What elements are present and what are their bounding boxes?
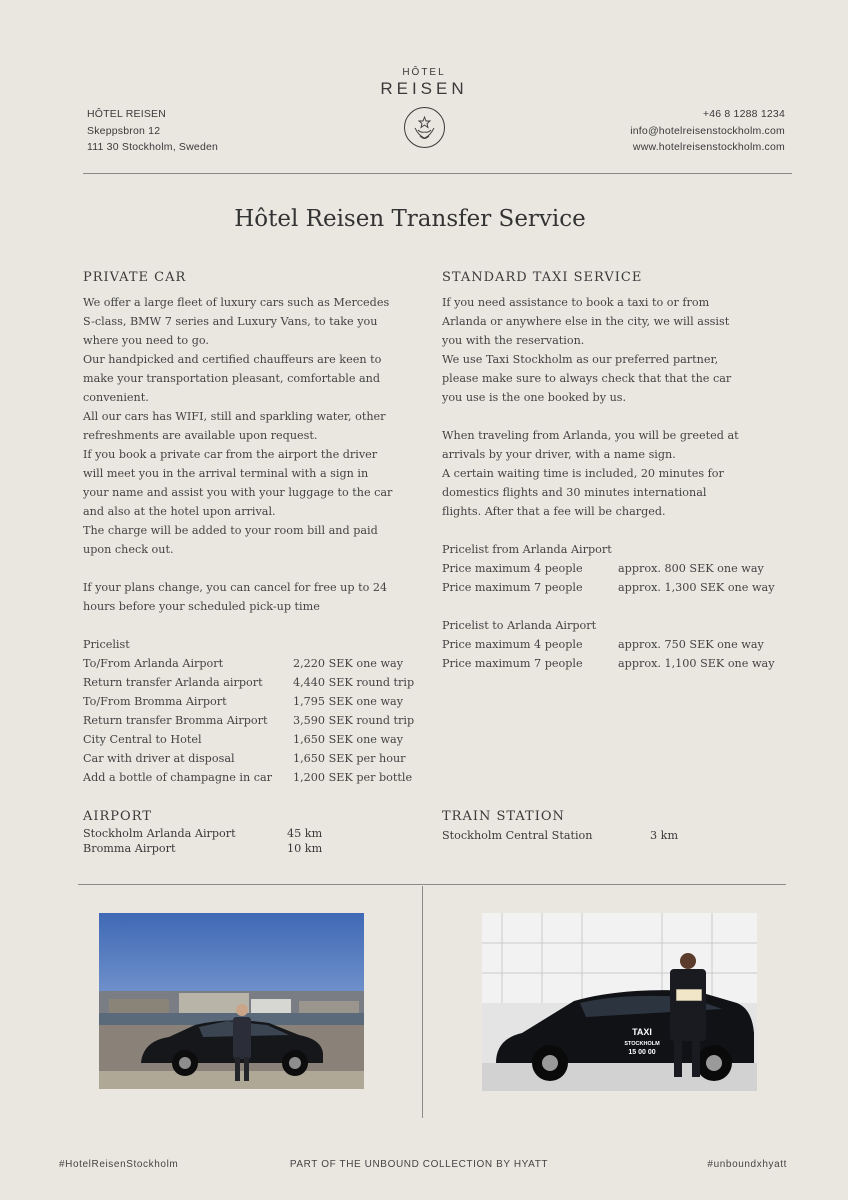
address-line: HÔTEL REISEN <box>87 108 167 120</box>
location-name: Stockholm Arlanda Airport <box>83 827 236 840</box>
price-value: 2,220 SEK one way <box>293 657 404 670</box>
distance-row <box>83 841 403 856</box>
from-arlanda-pricelist <box>442 559 802 597</box>
airport-heading: AIRPORT <box>83 809 152 824</box>
contact-email: info@hotelreisenstockholm.com <box>630 124 785 137</box>
price-value: approx. 750 SEK one way <box>618 638 764 651</box>
pricelist-heading: Pricelist <box>83 638 130 651</box>
private-car-pricelist <box>83 654 428 787</box>
to-arlanda-heading: Pricelist to Arlanda Airport <box>442 619 597 632</box>
hotel-address <box>87 106 218 156</box>
price-item: To/From Bromma Airport <box>83 695 227 708</box>
taxi-photo <box>482 913 757 1091</box>
price-item: City Central to Hotel <box>83 733 202 746</box>
taxi-sign-line3: 15 00 00 <box>628 1049 656 1056</box>
vertical-divider <box>422 886 423 1118</box>
price-item: Price maximum 4 people <box>442 638 583 651</box>
price-item: Price maximum 7 people <box>442 657 583 670</box>
header-divider <box>83 173 792 174</box>
location-distance: 45 km <box>287 827 323 840</box>
logo-big-text: REISEN <box>380 79 468 98</box>
taxi-arrival-info: When traveling from Arlanda, you will be greeted at arrivals by your driver, with a name sign. A certain waiting time is included, 20 minutes for domestics flights and 30 minutes international flights. After that a fee will be charged. <box>442 429 739 518</box>
price-value: 1,650 SEK per hour <box>293 752 406 765</box>
price-value: 1,200 SEK per bottle <box>293 771 413 784</box>
price-value: approx. 1,100 SEK one way <box>618 657 775 670</box>
logo-small-text: HÔTEL <box>402 67 446 78</box>
price-row <box>83 730 428 749</box>
hotel-emblem-icon <box>403 106 446 149</box>
price-item: To/From Arlanda Airport <box>83 657 224 670</box>
footer-hashtag: #HotelReisenStockholm <box>59 1159 179 1170</box>
location-name: Bromma Airport <box>83 842 176 855</box>
price-value: 1,650 SEK one way <box>293 733 404 746</box>
contact-website: www.hotelreisenstockholm.com <box>632 141 785 153</box>
location-distance: 3 km <box>650 829 679 842</box>
price-item: Add a bottle of champagne in car <box>83 771 273 784</box>
contact-phone: +46 8 1288 1234 <box>702 108 785 120</box>
price-value: 1,795 SEK one way <box>293 695 404 708</box>
private-car-description: We offer a large fleet of luxury cars such as Mercedes S-class, BMW 7 series and Luxury Vans, to take you where you need to go. Our handpicked and certified chauffeurs are keen to make your transportation pleasant, comfortable and convenient. All our cars has WIFI, still and sparkling water, other refreshments are available upon request. If you book a private car from the airport the driver will meet you in the arrival terminal with a sign in your name and assist you with your luggage to the car and also at the hotel upon arrival. The charge will be added to your room bill and paid upon check out. <box>83 296 393 556</box>
price-row <box>442 654 802 673</box>
price-value: approx. 1,300 SEK one way <box>618 581 775 594</box>
taxi-description: If you need assistance to book a taxi to or from Arlanda or anywhere else in the city, we will assist you with the reservation. We use Taxi Stockholm as our preferred partner, please make sure to always check that that the car you use is the one booked by us. <box>442 296 732 404</box>
airport-section <box>83 809 403 856</box>
page-title: Hôtel Reisen Transfer Service <box>234 206 586 232</box>
price-item: Price maximum 7 people <box>442 581 583 594</box>
price-row <box>83 692 428 711</box>
price-item: Price maximum 4 people <box>442 562 583 575</box>
location-distance: 10 km <box>287 842 323 855</box>
private-car-section <box>83 270 428 787</box>
taxi-section <box>442 270 802 673</box>
private-car-photo <box>99 913 364 1089</box>
footer-hyatt-hashtag: #unboundxhyatt <box>707 1159 787 1170</box>
train-heading: TRAIN STATION <box>442 809 565 824</box>
private-car-heading: PRIVATE CAR <box>83 270 187 285</box>
price-item: Return transfer Bromma Airport <box>83 714 268 727</box>
location-name: Stockholm Central Station <box>442 829 593 842</box>
to-arlanda-pricelist <box>442 635 802 673</box>
price-item: Car with driver at disposal <box>83 752 235 765</box>
price-row <box>83 768 428 787</box>
hotel-contact <box>630 106 785 156</box>
price-row <box>442 635 802 654</box>
taxi-sign-line1: TAXI <box>632 1027 652 1037</box>
price-row <box>83 749 428 768</box>
price-row <box>442 559 802 578</box>
price-value: approx. 800 SEK one way <box>618 562 764 575</box>
price-row <box>83 673 428 692</box>
price-row <box>83 711 428 730</box>
price-value: 3,590 SEK round trip <box>293 714 415 727</box>
train-section <box>442 809 762 843</box>
address-line: Skeppsbron 12 <box>87 124 161 137</box>
cancellation-note: If your plans change, you can cancel for free up to 24 hours before your scheduled pick-up time <box>83 581 388 613</box>
distance-row <box>83 826 403 841</box>
taxi-heading: STANDARD TAXI SERVICE <box>442 270 643 285</box>
section-divider <box>78 884 786 885</box>
taxi-sign-line2: STOCKHOLM <box>624 1041 660 1047</box>
footer-tagline: PART OF THE UNBOUND COLLECTION BY HYATT <box>289 1159 549 1170</box>
price-item: Return transfer Arlanda airport <box>83 676 263 689</box>
price-row <box>442 578 802 597</box>
distance-row <box>442 828 762 843</box>
price-row <box>83 654 428 673</box>
address-line: 111 30 Stockholm, Sweden <box>87 141 219 153</box>
price-value: 4,440 SEK round trip <box>293 676 415 689</box>
from-arlanda-heading: Pricelist from Arlanda Airport <box>442 543 612 556</box>
